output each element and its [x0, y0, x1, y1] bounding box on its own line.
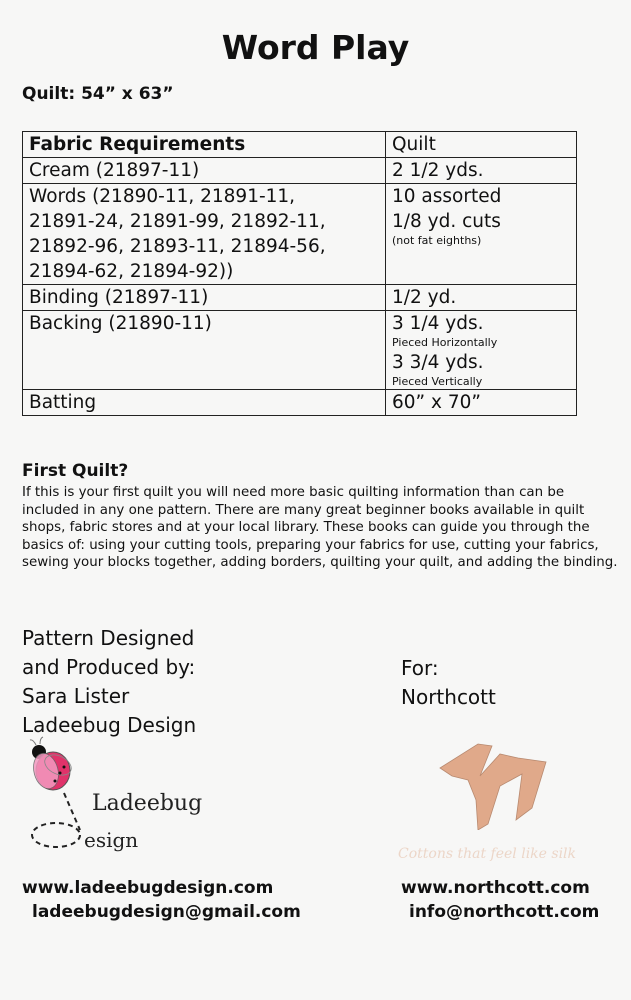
table-row: [23, 184, 577, 285]
designer-contact: [22, 876, 301, 924]
amount-cell: 1/2 yd.: [386, 285, 577, 311]
northcott-n-icon: [430, 740, 570, 830]
amount-line: 1/8 yd. cuts: [392, 211, 501, 232]
amount-cell: [386, 311, 577, 390]
page-title: Word Play: [221, 28, 410, 67]
amount-line: 10 assorted: [392, 186, 502, 207]
fabric-cell: Batting: [23, 390, 386, 416]
ladeebug-wordmark: Ladeebug: [92, 791, 203, 816]
fabric-cell: [23, 184, 386, 285]
amount-cell: 2 1/2 yds.: [386, 158, 577, 184]
northcott-tagline: Cottons that feel like silk: [398, 846, 577, 862]
quilt-size-value: 54” x 63”: [81, 84, 174, 104]
fabric-cell: Backing (21890-11): [23, 311, 386, 390]
fabric-requirements-table: [22, 131, 577, 416]
quilt-size: [22, 84, 174, 104]
header-fabric: Fabric Requirements: [23, 132, 386, 158]
northcott-logo: [430, 740, 570, 830]
first-quilt-paragraph: If this is your first quilt you will need more basic quilting information than can be included in any one pattern. There are many great beginner books available in quilt shops, fabric stores and at your local library. These books can guide you through the basics of: using your cutting tools, preparing your fabrics for use, cutting your fabrics, sewing your blocks together, adding borders, quilting your quilt, and adding the binding.: [22, 485, 618, 571]
fabric-line: 21891-24, 21891-99, 21892-11,: [29, 211, 326, 232]
quilt-size-label: Quilt:: [22, 84, 76, 104]
amount-note: Pieced Horizontally: [392, 336, 498, 349]
designer-company: Ladeebug Design: [22, 713, 197, 737]
fabric-line: Words (21890-11, 21891-11,: [29, 186, 296, 207]
credit-line: Pattern Designed: [22, 626, 195, 650]
ladybug-icon: [22, 735, 222, 865]
fabric-cell: Binding (21897-11): [23, 285, 386, 311]
first-quilt-heading: First Quilt?: [22, 461, 129, 481]
designer-email-link[interactable]: ladeebugdesign@gmail.com: [32, 902, 301, 922]
manufacturer-credit: [401, 654, 496, 712]
amount-note: Pieced Vertically: [392, 375, 483, 388]
table-row: [23, 285, 577, 311]
manufacturer-contact: [401, 876, 599, 924]
amount-cell: [386, 184, 577, 285]
amount-line: 3 1/4 yds.: [392, 313, 484, 334]
table-header-row: [23, 132, 577, 158]
table-row: [23, 158, 577, 184]
credit-line: For:: [401, 656, 439, 680]
designer-website-link[interactable]: www.ladeebugdesign.com: [22, 878, 274, 898]
fabric-cell: Cream (21897-11): [23, 158, 386, 184]
manufacturer-website-link[interactable]: www.northcott.com: [401, 878, 590, 898]
amount-line: 3 3/4 yds.: [392, 352, 484, 373]
header-quilt: Quilt: [386, 132, 577, 158]
manufacturer-email-link[interactable]: info@northcott.com: [409, 902, 600, 922]
fabric-line: 21892-96, 21893-11, 21894-56,: [29, 236, 326, 257]
credit-line: and Produced by:: [22, 655, 196, 679]
fabric-line: 21894-62, 21894-92)): [29, 261, 234, 282]
ladeebug-design-logo: [22, 735, 222, 865]
amount-note: (not fat eighths): [392, 234, 482, 247]
table-row: [23, 311, 577, 390]
designer-name: Sara Lister: [22, 684, 130, 708]
designer-credit: [22, 624, 196, 740]
table-row: [23, 390, 577, 416]
amount-cell: 60” x 70”: [386, 390, 577, 416]
manufacturer-name: Northcott: [401, 685, 496, 709]
design-wordmark: esign: [84, 828, 139, 852]
